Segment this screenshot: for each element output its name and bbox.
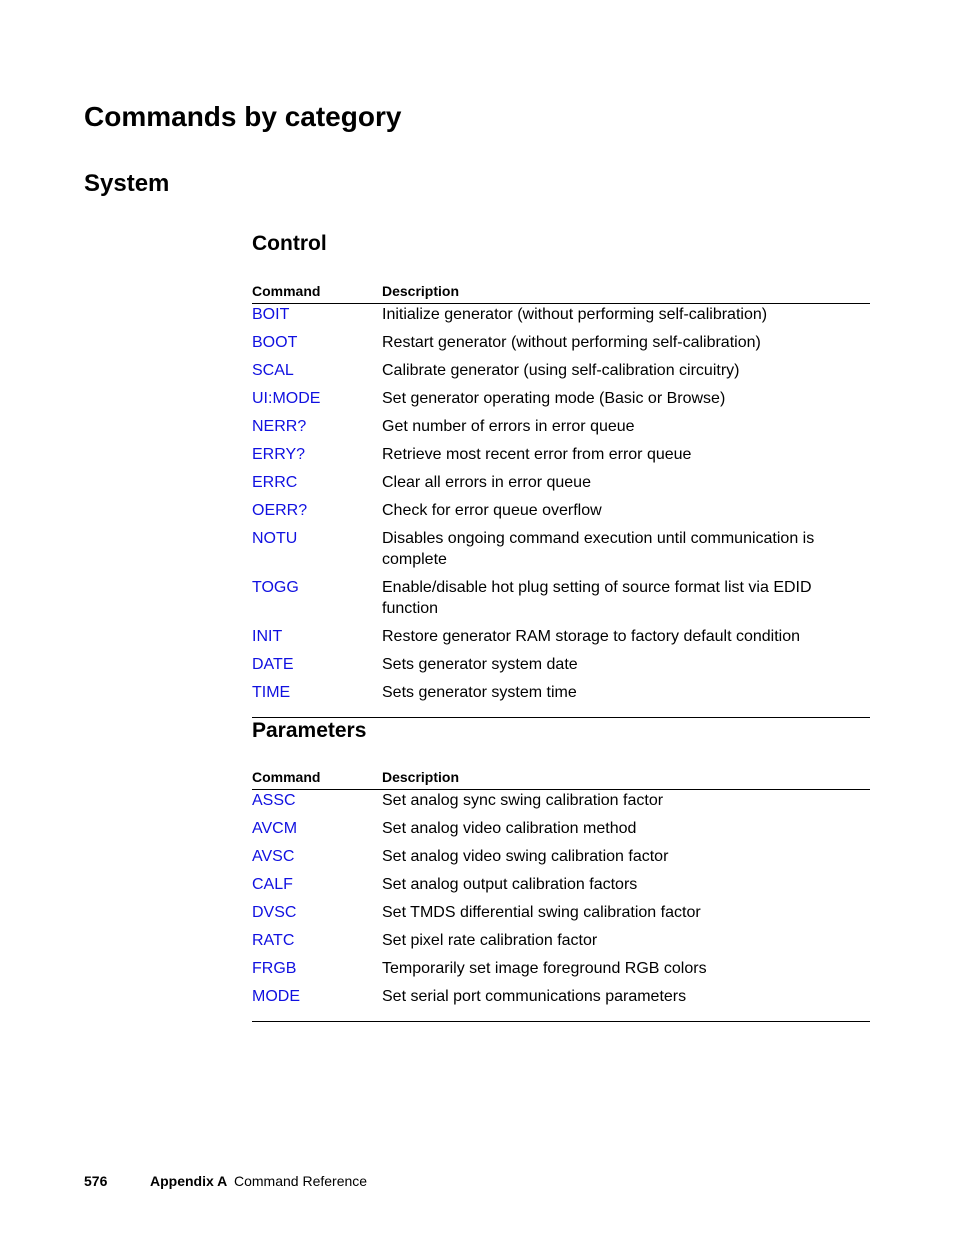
parameters-rows (252, 790, 870, 1022)
control-table (252, 283, 870, 718)
table-row (252, 626, 870, 647)
table-row (252, 874, 870, 895)
command-description: Enable/disable hot plug setting of source format list via EDID function (382, 579, 812, 617)
command-description: Restore generator RAM storage to factory default condition (382, 628, 800, 645)
table-row (252, 682, 870, 703)
command-description: Clear all errors in error queue (382, 474, 591, 491)
command-description: Restart generator (without performing self-calibration) (382, 334, 761, 351)
command-link[interactable]: ERRY? (252, 446, 306, 463)
table-row (252, 930, 870, 951)
command-description: Set TMDS differential swing calibration factor (382, 904, 701, 921)
command-description: Disables ongoing command execution until communication is complete (382, 530, 815, 568)
table-row (252, 577, 870, 619)
table-row (252, 444, 870, 465)
parameters-heading: Parameters (252, 719, 367, 742)
command-link[interactable]: AVSC (252, 848, 295, 865)
command-link[interactable]: DVSC (252, 904, 297, 921)
command-link[interactable]: UI:MODE (252, 390, 321, 407)
command-description: Sets generator system date (382, 656, 578, 673)
command-link[interactable]: NOTU (252, 530, 298, 547)
table-row (252, 360, 870, 381)
command-link[interactable]: AVCM (252, 820, 298, 837)
section-heading: System (84, 170, 170, 197)
command-link[interactable]: BOOT (252, 334, 298, 351)
command-link[interactable]: NERR? (252, 418, 307, 435)
command-description: Retrieve most recent error from error queue (382, 446, 692, 463)
command-description: Temporarily set image foreground RGB colors (382, 960, 707, 977)
command-link[interactable]: OERR? (252, 502, 308, 519)
command-description: Set pixel rate calibration factor (382, 932, 598, 949)
command-description: Set serial port communications parameters (382, 988, 687, 1005)
command-description: Set analog sync swing calibration factor (382, 792, 664, 809)
command-description: Sets generator system time (382, 684, 577, 701)
control-table-header (252, 283, 870, 304)
command-link[interactable]: TOGG (252, 579, 299, 596)
command-link[interactable]: RATC (252, 932, 295, 949)
control-heading: Control (252, 232, 327, 255)
command-link[interactable]: INIT (252, 628, 283, 645)
page-number: 576 (84, 1173, 108, 1189)
command-link[interactable]: FRGB (252, 960, 297, 977)
table-row (252, 416, 870, 437)
command-link[interactable]: DATE (252, 656, 294, 673)
command-link[interactable]: ASSC (252, 792, 296, 809)
command-link[interactable]: MODE (252, 988, 300, 1005)
table-row (252, 958, 870, 979)
table-row (252, 654, 870, 675)
table-row (252, 388, 870, 409)
table-row (252, 500, 870, 521)
command-description: Set analog output calibration factors (382, 876, 638, 893)
command-description: Get number of errors in error queue (382, 418, 635, 435)
page-title: Commands by category (84, 101, 402, 132)
table-row (252, 472, 870, 493)
command-description: Set analog video swing calibration factor (382, 848, 669, 865)
col-description-header: Description (382, 769, 460, 785)
command-description: Initialize generator (without performing self-calibration) (382, 306, 768, 323)
command-description: Set analog video calibration method (382, 820, 637, 837)
command-link[interactable]: TIME (252, 684, 291, 701)
command-link[interactable]: SCAL (252, 362, 294, 379)
table-row (252, 528, 870, 570)
table-row (252, 790, 870, 811)
col-command-header: Command (252, 283, 321, 299)
command-link[interactable]: ERRC (252, 474, 298, 491)
command-description: Calibrate generator (using self-calibration circuitry) (382, 362, 740, 379)
command-link[interactable]: BOIT (252, 306, 290, 323)
col-description-header: Description (382, 283, 460, 299)
command-description: Check for error queue overflow (382, 502, 602, 519)
table-row (252, 902, 870, 923)
table-row (252, 332, 870, 353)
col-command-header: Command (252, 769, 321, 785)
table-row (252, 986, 870, 1007)
footer-appendix: Appendix A (150, 1173, 228, 1189)
command-description: Set generator operating mode (Basic or Browse) (382, 390, 726, 407)
table-row (252, 304, 870, 325)
parameters-table-header (252, 769, 870, 790)
table-row (252, 818, 870, 839)
table-row (252, 846, 870, 867)
footer-chapter: Command Reference (234, 1173, 368, 1189)
command-link[interactable]: CALF (252, 876, 293, 893)
parameters-table (252, 769, 870, 1022)
control-rows (252, 304, 870, 718)
